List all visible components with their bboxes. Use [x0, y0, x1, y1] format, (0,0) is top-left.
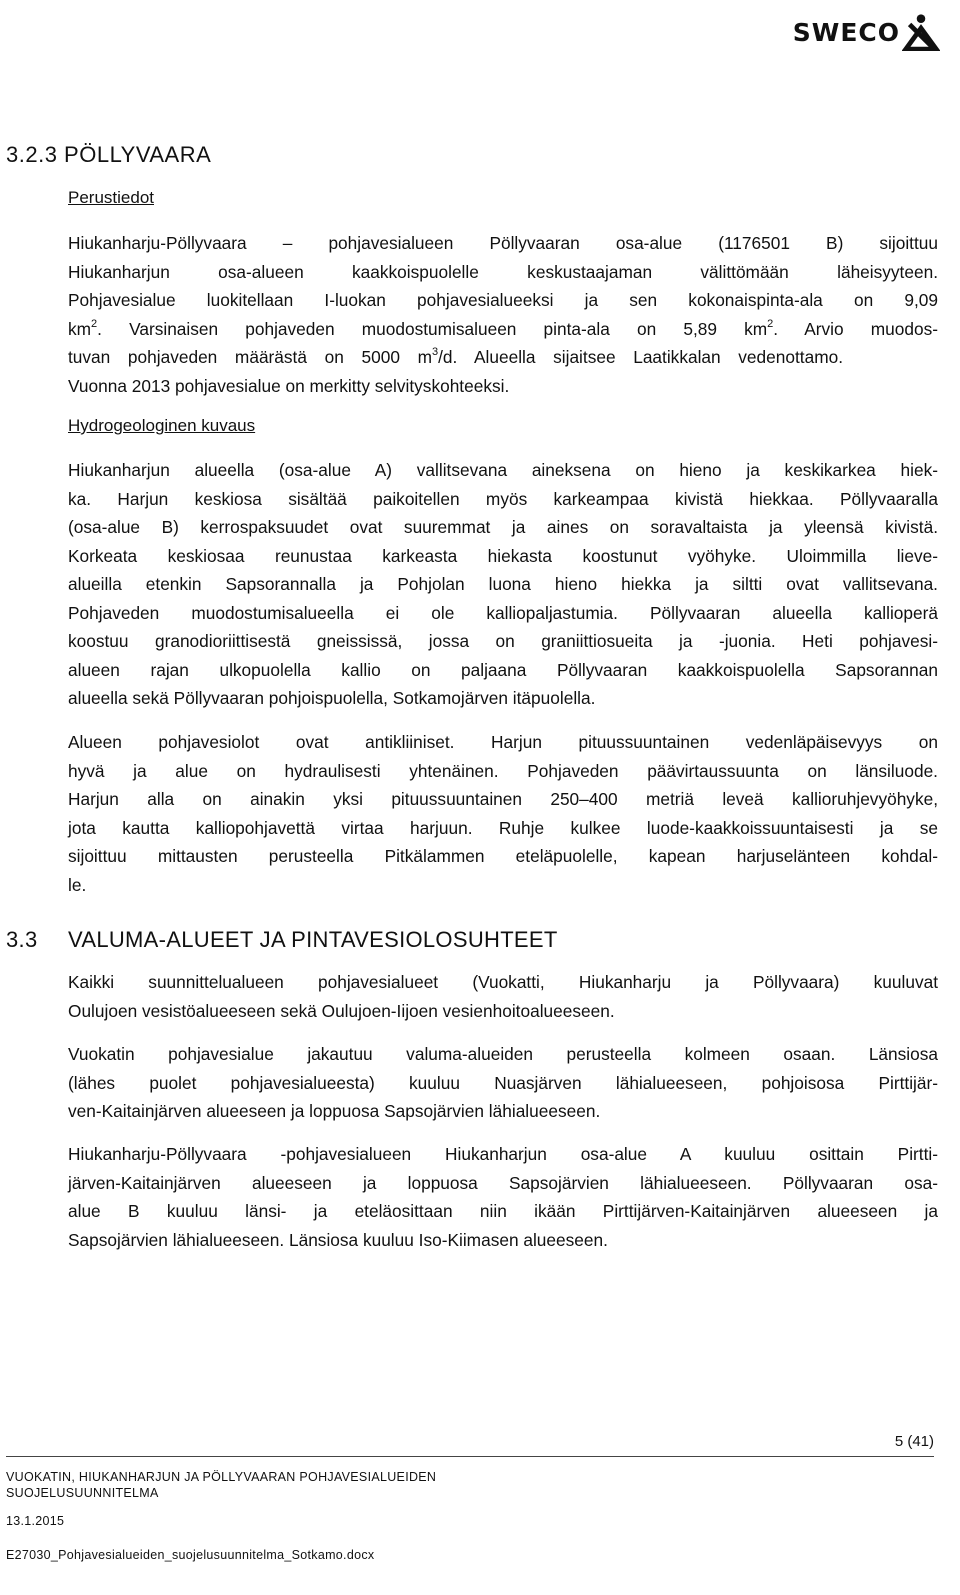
- sweco-logo: [793, 12, 940, 52]
- subheading-basic-info: Perustiedot: [68, 188, 154, 207]
- text-line: (osa-alue B) kerrospaksuudet ovat suuremmat ja aines on soravaltaista ja yleensä kivistä.: [68, 517, 938, 537]
- text-line: alueen rajan ulkopuolella kallio on paljaana Pöllyvaaran kaakkoispuolella Sapsorannan: [68, 659, 938, 680]
- text-line: alue B kuuluu länsi- ja eteläosittaan niin ikään Pirttijärven-Kaitainjärven alueeseen ja: [68, 1201, 938, 1221]
- text-line: Harjun alla on ainakin yksi pituussuuntainen 250–400 metriä leveä kallioruhjevyöhyke,: [68, 789, 938, 809]
- paragraph-vuokatti-catchment: [68, 1040, 938, 1126]
- text-line: Hiukanharju-Pöllyvaara – pohjavesialueen Pöllyvaaran osa-alue (1176501 B) sijoittuu: [68, 233, 938, 253]
- text-line: Hiukanharjun alueella (osa-alue A) vallitsevana aineksena on hieno ja keskikarkea hiek-: [68, 460, 938, 480]
- logo-text: SWECO: [792, 17, 900, 47]
- footer-title-line1: VUOKATIN, HIUKANHARJUN JA PÖLLYVAARAN POHJAVESIALUEIDEN: [6, 1470, 437, 1484]
- text-line: (lähes puolet pohjavesialueesta) kuuluu Nuasjärven lähialueeseen, pohjoisosa Pirttijär-: [68, 1072, 938, 1093]
- page-number: 5 (41): [894, 1433, 934, 1450]
- paragraph-hiukanharju-catchment: [68, 1140, 938, 1254]
- text-line: Hiukanharju-Pöllyvaara -pohjavesialueen Hiukanharjun osa-alue A kuuluu osittain Pirtti-: [68, 1144, 938, 1164]
- text-line: jota kautta kalliopohjavettä virtaa harjuun. Ruhje kulkee luode-kaakkoissuuntaisesti ja se: [68, 817, 938, 838]
- text-line: Kaikki suunnittelualueen pohjavesialueet (Vuokatti, Hiukanharju ja Pöllyvaara) kuuluvat: [68, 972, 938, 992]
- paragraph-catchment-overview: [68, 968, 938, 1025]
- text-line: Vuonna 2013 pohjavesialue on merkitty selvityskohteeksi.: [68, 375, 510, 396]
- text-line: le.: [68, 874, 87, 895]
- paragraph-groundwater-conditions: [68, 728, 938, 899]
- text-line: Pohjaveden muodostumisalueella ei ole kalliopaljastumia. Pöllyvaaran alueella kallioperä: [68, 602, 938, 623]
- text-line: Alueen pohjavesiolot ovat antikliiniset. Harjun pituussuuntainen vedenläpäisevyys on: [68, 732, 938, 752]
- footer-divider: [6, 1456, 934, 1457]
- section-title: VALUMA-ALUEET JA PINTAVESIOLOSUHTEET: [68, 927, 558, 952]
- paragraph-basic-info: [68, 229, 938, 400]
- text-line: Sapsojärvien lähialueeseen. Länsiosa kuuluu Iso-Kiimasen alueeseen.: [68, 1229, 608, 1250]
- subheading-hydrogeology: Hydrogeologinen kuvaus: [68, 416, 256, 435]
- text-line: alueella sekä Pöllyvaaran pohjoispuolella, Sotkamojärven itäpuolella.: [68, 688, 596, 708]
- text-line: alueilla etenkin Sapsorannalla ja Pohjolan luona hieno hiekka ja siltti ovat vallitsevana.: [68, 574, 938, 594]
- text-line: hyvä ja alue on hydraulisesti yhtenäinen. Pohjaveden päävirtaussuunta on länsiluode.: [68, 760, 938, 781]
- footer-filename: E27030_Pohjavesialueiden_suojelusuunnitelma_Sotkamo.docx: [6, 1548, 375, 1562]
- text-line: koostuu granodioriittisestä gneississä, jossa on graniittiosueita ja -juonia. Heti pohjavesi-: [68, 631, 938, 651]
- footer-date: 13.1.2015: [6, 1514, 65, 1528]
- paragraph-hydrogeology: [68, 456, 938, 713]
- section-heading-3-2-3: 3.2.3 PÖLLYVAARA: [6, 142, 212, 167]
- text-line: sijoittuu mittausten perusteella Pitkälammen eteläpuolelle, kapean harjuselänteen kohdal-: [68, 846, 938, 866]
- text-line: tuvan pohjaveden määrästä on 5000 $m^3/d$. Alueella sijaitsee Laatikkalan vedenottamo.: [68, 346, 843, 367]
- text-line: Pohjavesialue luokitellaan I-luokan pohjavesialueeksi ja sen kokonaispinta-ala on 9,09: [68, 290, 938, 310]
- text-line: Oulujoen vesistöalueeseen sekä Oulujoen-Iijoen vesienhoitoalueeseen.: [68, 1000, 615, 1021]
- text-line: ven-Kaitainjärven alueeseen ja loppuosa Sapsojärvien lähialueeseen.: [68, 1101, 601, 1121]
- section-number: 3.3: [6, 927, 38, 952]
- text-line: Hiukanharjun osa-alueen kaakkoispuolelle keskustaajaman välittömään läheisyyteen.: [68, 261, 938, 282]
- footer-title-line2: SUOJELUSUUNNITELMA: [6, 1486, 159, 1500]
- text-line: järven-Kaitainjärven alueeseen ja loppuosa Sapsojärvien lähialueeseen. Pöllyvaaran osa-: [68, 1172, 938, 1193]
- text-line: $km^2$. Varsinaisen pohjaveden muodostumisalueen pinta-ala on 5,89 $km^2$. Arvio muodos-: [68, 317, 939, 339]
- sweco-mark-icon: [902, 13, 940, 51]
- text-line: Vuokatin pohjavesialue jakautuu valuma-alueiden perusteella kolmeen osaan. Länsiosa: [68, 1044, 938, 1064]
- section-heading-3-3: [6, 927, 558, 953]
- text-line: Korkeata keskiosaa reunustaa karkeasta hiekasta koostunut vyöhyke. Uloimmilla lieve-: [68, 545, 938, 566]
- text-line: ka. Harjun keskiosa sisältää paikoitellen myös karkeampaa kivistä hiekkaa. Pöllyvaaralla: [68, 488, 938, 509]
